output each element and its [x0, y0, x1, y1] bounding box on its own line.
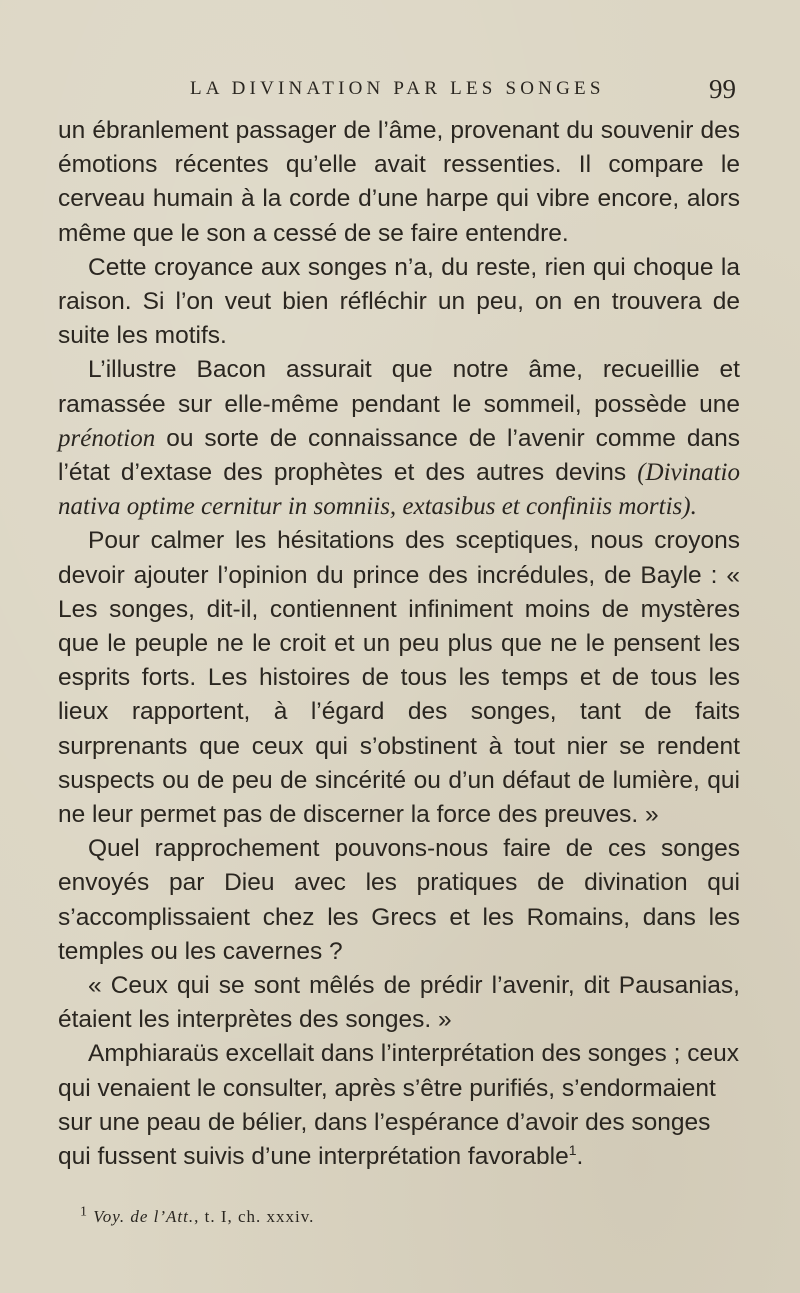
paragraph-7-end: . — [576, 1143, 584, 1171]
running-title: LA DIVINATION PAR LES SONGES — [190, 78, 605, 99]
paragraph-3-text-c: ou sorte de connaissance de l’avenir comme dans l’état d’extase des prophètes et des autres devins — [58, 424, 740, 487]
paragraph-7-text: Amphiaraüs excellait dans l’interprétation des songes ; ceux qui venaient le consulter, après s’être purifiés, s’endormaient sur une peau de bélier, dans l’espérance d’avoir des songes qui fussent suivis d’une interprétation favorable — [58, 1040, 739, 1171]
paragraph-5: Quel rapprochement pouvons-nous faire de ces songes envoyés par Dieu avec les pratiques de divination qui s’accomplissaient chez les Grecs et les Romains, dans les temples ou les cavernes ? — [58, 835, 740, 965]
paragraph-3-italic-term: prénotion — [58, 424, 156, 452]
footnote — [80, 1204, 315, 1227]
paragraph-2: Cette croyance aux songes n’a, du reste, rien qui choque la raison. Si l’on veut bien réfléchir un peu, on en trouvera de suite les motifs. — [58, 253, 740, 350]
paragraph-7 — [58, 1037, 740, 1174]
paragraph-6: « Ceux qui se sont mêlés de prédir l’avenir, dit Pausanias, étaient les interprètes des songes. » — [58, 972, 740, 1034]
page-number: 99 — [709, 74, 736, 104]
paragraph-4: Pour calmer les hésitations des sceptiques, nous croyons devoir ajouter l’opinion du prince des incrédules, de Bayle : « Les songes, dit-il, contiennent infiniment moins de mystères que le peuple ne le croit et un peu plus que ne le pensent les esprits forts. Les histoires de tous les temps et de tous les lieux rapportent, à l’égard des songes, tant de faits surprenants que ceux qui s’obstinent à tout nier se rendent suspects ou de peu de sincérité ou d’un défaut de lumière, qui ne leur permet pas de discerner la force des preuves. » — [58, 527, 740, 829]
body-text — [58, 114, 740, 1174]
paragraph-1: un ébranlement passager de l’âme, provenant du souvenir des émotions récentes qu’elle avait ressenties. Il compare le cerveau humain à la corde d’une harpe qui vibre encore, alors même que le son a cessé de se faire entendre. — [58, 117, 740, 247]
paragraph-3-latin-quote: (Divinatio nativa optime cernitur in somniis, extasibus et confiniis mortis). — [58, 459, 740, 521]
paragraph-3-text-a: L’illustre Bacon assurait que notre âme, recueillie et ramassée sur elle-même pendant le sommeil, possède une — [58, 356, 740, 418]
running-header — [190, 76, 750, 106]
footnote-source: Voy. de l’Att. — [93, 1207, 195, 1226]
footnote-reference[interactable]: 1 — [568, 1141, 577, 1158]
footnote-marker: 1 — [80, 1204, 88, 1220]
paragraph-3 — [58, 353, 740, 524]
footnote-citation: , t. I, ch. xxxiv. — [194, 1207, 315, 1226]
